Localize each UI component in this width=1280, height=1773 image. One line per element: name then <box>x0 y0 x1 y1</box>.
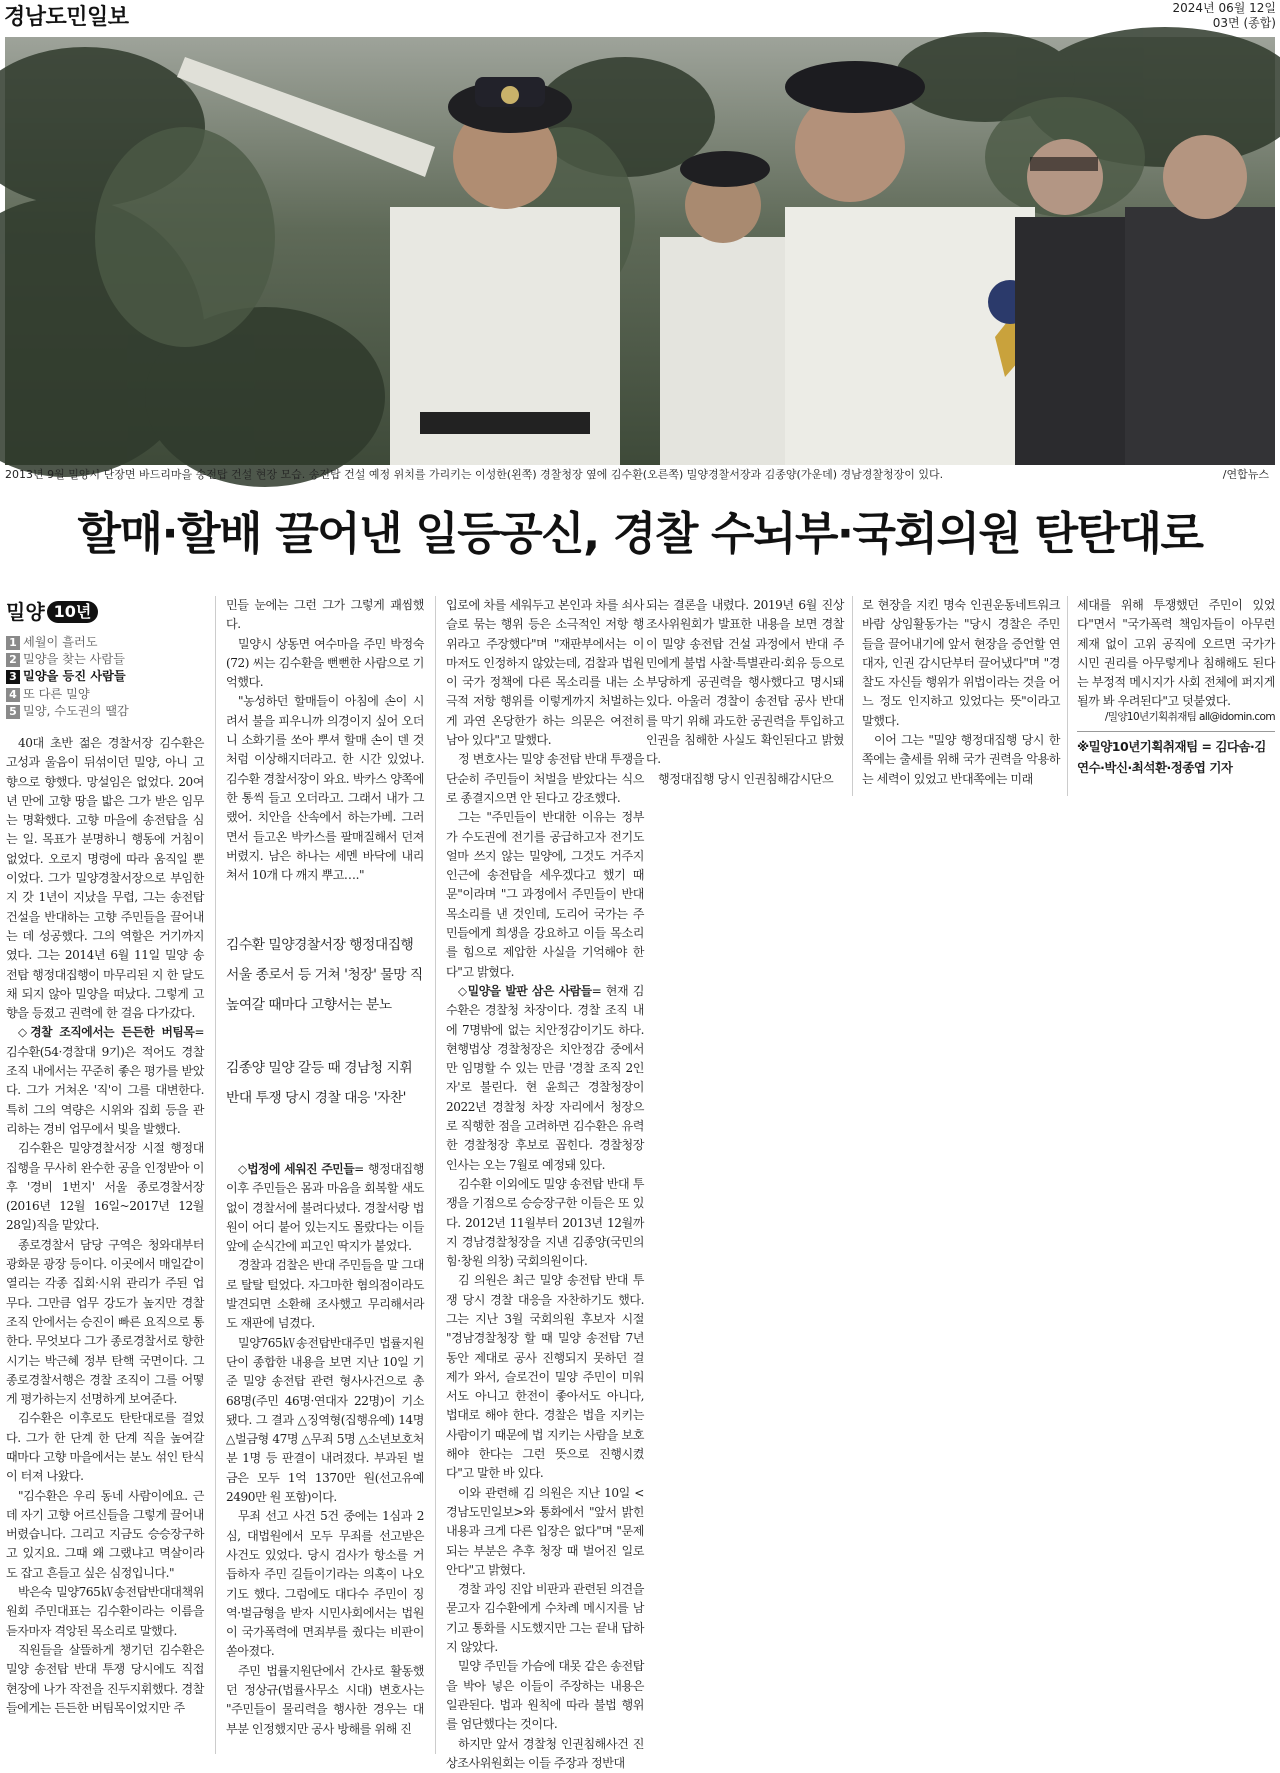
section-subhead: ◇법정에 세워진 주민들 <box>238 1162 355 1176</box>
body-paragraph: 민들 눈에는 그런 그가 그렇게 괘씸했다. <box>226 598 424 632</box>
body-paragraph: 무죄 선고 사건 5건 중에는 1심과 2심, 대법원에서 모두 무죄를 선고받은 사건도 있었다. 당시 검사가 항소를 거듭하자 주민 길들이기라는 의혹이 나오기도 했다. 그럼에도 대다수 주민이 징역·벌금형을 받자 시민사회에서는 법원이 국가폭력에 면죄부를 줬다는 비판이 쏟아졌다. <box>226 1509 424 1659</box>
series-label: 세월이 흘러도 <box>23 635 98 649</box>
body-paragraph: 세대를 위해 투쟁했던 주민이 있었다"면서 "국가폭력 책임자들이 아무런 제재 없이 고위 공직에 오르면 국가가 시민 권리를 아무렇게나 침해해도 된다는 부정적 메시지가 사회 전체에 퍼지게 될까 봐 우려된다"고 덧붙였다. <box>1077 598 1275 709</box>
series-number: 4 <box>6 688 20 702</box>
article-headline: 할매·할배 끌어낸 일등공신, 경찰 수뇌부·국회의원 탄탄대로 <box>77 507 1203 560</box>
body-paragraph: 40대 초반 젊은 경찰서장 김수환은 고성과 울음이 뒤섞이던 밀양, 아니 고향으로 향했다. 망설임은 없었다. 20여 년 만에 고향 땅을 밟은 그가 받은 임무는 명확했다. 고향 마을에 송전탑을 심는 일. 목표가 분명하니 행동에 거침이 없었다. 오로지 명령에 따라 움직일 뿐이었다. 그가 밀양경찰서장으로 부임한 지 갓 1년이 지났을 무렵, 그는 송전탑 건설을 반대하는 고향 주민들을 끌어내는 데 성공했다. 그의 역할은 거기까지였다. 그는 2014년 6월 11일 밀양 송전탑 행정대집행이 마무리된 지 한 달도 채 되지 않아 밀양을 떠났다. 그렇게 고향을 등졌고 권력에 한 걸음 다가갔다. <box>6 736 204 1021</box>
body-paragraph: "농성하던 할매들이 아침에 손이 시려서 불을 피우니까 의경이지 싶어 오더니 소화기를 쏘아 뿌셔 할매 손이 덴 것처럼 이상해지더라고. 한 시간 있었나. 김수환 경찰서장이 와요. 박카스 양쪽에 한 통씩 들고 오더라고. 그래서 내가 그랬어. 치안을 산속에서 하는가베. 그러면서 들고온 박카스를 팔매질해서 던져버렸지. 남은 하나는 세멘 바닥에 내리쳐서 10개 다 깨지 뿌고…." <box>226 694 424 883</box>
masthead <box>4 0 1276 36</box>
body-paragraph: 밀양 주민들 가슴에 대못 같은 송전탑을 박아 넣은 이들이 주장하는 내용은 일관된다. 법과 원칙에 따라 불법 행위를 엄단했다는 것이다. <box>446 1659 644 1732</box>
body-text: = 현재 김수환은 경찰청 차장이다. 경찰 조직 내에 7명밖에 없는 치안정감이기도 하다. 현행법상 경찰청장은 치안정감 중에서만 임명할 수 있는 만큼 '경찰 조직 2인자'로 불린다. 현 윤희근 경찰청장이 2022년 경찰청 차장 자리에서 청장으로 직행한 점을 고려하면 김수환은 유력한 경찰청장 후보로 꼽힌다. 경찰청장 인사는 오는 7월로 예정돼 있다. <box>446 983 644 1172</box>
body-paragraph: "김수환은 우리 동네 사람이에요. 근데 자기 고향 어르신들을 그렇게 끌어내버렸습니다. 그리고 지금도 승승장구하고 있지요. 그때 왜 그랬냐고 멱살이라도 잡고 흔들고 싶은 심정입니다." <box>6 1488 204 1580</box>
article-column-3 <box>446 596 644 1770</box>
body-paragraph: 이와 관련해 김 의원은 지난 10일 <경남도민일보>와 통화에서 "앞서 밝힌 내용과 크게 다른 입장은 없다"며 "문제 되는 부분은 추후 청장 때 벌어진 일로 안다"고 밝혔다. <box>446 1485 644 1577</box>
article-column-4 <box>646 596 844 796</box>
series-item[interactable] <box>6 634 202 651</box>
body-text: = 김수환(54·경찰대 9기)은 적어도 경찰 조직 내에서는 꾸준히 좋은 평가를 받았다. 그가 거쳐온 '직'이 그를 대변한다. 특히 그의 역량은 시위와 집회 등을 관리하는 경비 업무에서 빛을 발했다. <box>6 1025 204 1136</box>
body-paragraph: 경찰과 검찰은 반대 주민들을 말 그대로 탈탈 털었다. 자그마한 혐의점이라도 발견되면 소환해 조사했고 무리해서라도 재판에 넘겼다. <box>226 1258 424 1331</box>
body-paragraph <box>226 1160 424 1256</box>
body-paragraph: 김수환은 이후로도 탄탄대로를 걸었다. 그가 한 단계 한 단계 직을 높여갈 때마다 고향 마을에서는 분노 섞인 탄식이 터져 나왔다. <box>6 1411 204 1484</box>
article-column-5 <box>862 596 1060 796</box>
column-divider <box>852 596 853 796</box>
body-paragraph: 밀양765㎸송전탑반대주민 법률지원단이 종합한 내용을 보면 지난 10일 기준 밀양 송전탑 관련 형사사건으로 총 68명(주민 46명·연대자 22명)이 기소됐다. 그 결과 △징역형(집행유예) 14명 △벌금형 47명 △무죄 5명 △소년보호처분 1명 등 판결이 내려졌다. 부과된 벌금은 모두 1억 1370만 원(선고유예 2490만 원 포함)이다. <box>226 1335 424 1505</box>
series-label: 밀양을 찾는 사람들 <box>23 652 125 667</box>
body-paragraph <box>6 1023 204 1139</box>
body-paragraph <box>446 982 644 1175</box>
body-paragraph: 직원들을 살뜰하게 챙기던 김수환은 밀양 송전탑 반대 투쟁 당시에도 직접 현장에 나가 작전을 진두지휘했다. 경찰들에게는 든든한 버팀목이었지만 주 <box>6 1642 204 1715</box>
series-label: 또 다른 밀양 <box>23 686 90 701</box>
pull-quote-1: 김수환 밀양경찰서장 행정대집행 서울 종로서 등 거쳐 '청장' 물망 직 높여갈 때마다 고향서는 분노 <box>226 937 423 1013</box>
byline: /밀양10년기획취재팀 all@idomin.com <box>1104 711 1275 723</box>
series-title <box>6 596 202 625</box>
article-column-1 <box>6 734 204 1754</box>
body-paragraph: 경찰 과잉 진압 비판과 관련된 의견을 묻고자 김수환에게 수차례 메시지를 남기고 통화를 시도했지만 그는 끝내 답하지 않았다. <box>446 1582 644 1655</box>
column-divider <box>1067 596 1068 796</box>
body-paragraph: 종로경찰서 담당 구역은 청와대부터 광화문 광장 등이다. 이곳에서 매일같이 열리는 각종 집회·시위 관리가 주된 업무다. 그만큼 업무 강도가 높지만 경찰 조직 안에서는 승진이 빠른 요직으로 통한다. 무엇보다 그가 종로경찰서로 향한 시기는 박근혜 정부 탄핵 국면이다. 그 종로경찰서행은 경찰 조직이 그를 어떻게 평가하는지 선명하게 보여준다. <box>6 1237 204 1407</box>
article-column-2-top <box>226 596 424 896</box>
series-number: 5 <box>6 705 20 719</box>
news-photo <box>5 37 1275 465</box>
body-paragraph: 김수환 이외에도 밀양 송전탑 반대 투쟁을 기점으로 승승장구한 이들은 또 있다. 2012년 11월부터 2013년 12월까지 경남경찰청장을 지낸 김종양(국민의힘·창원 의창) 국회의원이다. <box>446 1176 644 1269</box>
photo-caption <box>5 466 1275 484</box>
series-years-badge: 10년 <box>47 601 99 623</box>
reporting-team: ※밀양10년기획취재팀 = 김다솜·김연수·박신·최석환·정종엽 기자 <box>1077 731 1275 778</box>
body-paragraph: 되는 결론을 내렸다. 2019년 6월 진상조사위원회가 발표한 내용을 보면 경찰이 밀양 송전탑 건설 과정에서 반대 주민에게 불법 사찰·특별관리·회유 등으로 부당하게 공권력을 행사했다고 명시돼 있다. 아울러 경찰이 송전탑 공사 반대를 막기 위해 과도한 공권력을 투입하고 인권을 침해한 사실도 확인된다고 밝혔다. <box>646 598 844 767</box>
series-item-current[interactable] <box>6 668 202 685</box>
series-title-text: 밀양 <box>6 600 45 624</box>
body-paragraph: 김 의원은 최근 밀양 송전탑 반대 투쟁 당시 경찰 대응을 자찬하기도 했다. 그는 지난 3월 국회의원 후보자 시절 "경남경찰청장 할 때 밀양 송전탑 7년 동안 제대로 공사 진행되지 못하던 걸 제가 와서, 슬로건이 밀양 주민이 미워서도 아니고 한전이 좋아서도 아니다, 법대로 해야 한다. 경찰은 법을 지키는 사람이기 때문에 법 지키는 사람을 보호해야 한다는 그런 뜻으로 진행시켰다"고 말한 바 있다. <box>446 1273 644 1481</box>
series-item[interactable] <box>6 686 202 703</box>
series-label: 밀양, 수도권의 땔감 <box>23 703 129 718</box>
series-number: 1 <box>6 636 20 650</box>
body-paragraph: 행정대집행 당시 인권침해감시단으 <box>658 771 834 786</box>
photo-credit: /연합뉴스 <box>1222 468 1269 481</box>
body-paragraph: 로 현장을 지킨 명숙 인권운동네트워크 바람 상임활동가는 "당시 경찰은 주민들을 끌어내기에 앞서 현장을 증언할 연대자, 인권 감시단부터 끌어냈다"며 "경찰도 자신들 행위가 위법이라는 것을 어느 정도 인지하고 있었다는 뜻"이라고 말했다. <box>862 598 1060 728</box>
body-paragraph: 정 변호사는 밀양 송전탑 반대 투쟁을 단순히 주민들이 처벌을 받았다는 식으로 종결지으면 안 된다고 강조했다. <box>446 752 644 805</box>
body-paragraph: 밀양시 상동면 여수마을 주민 박정숙(72) 씨는 김수환을 뻔뻔한 사람으로 기억했다. <box>226 636 424 690</box>
series-item[interactable] <box>6 651 202 668</box>
body-paragraph: 하지만 앞서 경찰청 인권침해사건 진상조사위원회는 이들 주장과 정반대 <box>446 1736 644 1770</box>
body-paragraph: 그는 "주민들이 반대한 이유는 정부가 수도권에 전기를 공급하고자 전기도 얼마 쓰지 않는 밀양에, 그것도 거주지 인근에 송전탑을 세우겠다고 했기 때문"이라며 "그 과정에서 주민들이 반대 목소리를 낸 것인데, 도리어 국가는 주민들에게 희생을 강요하고 이들 목소리를 힘으로 제압한 사실을 기억해야 한다"고 밝혔다. <box>446 810 644 979</box>
page-number: 03면 (종합) <box>1212 16 1276 30</box>
article-column-6 <box>1077 596 1275 711</box>
column-divider <box>435 596 436 1754</box>
body-paragraph: 박은숙 밀양765㎸송전탑반대대책위원회 주민대표는 김수환이라는 이름을 듣자마자 격앙된 목소리로 말했다. <box>6 1585 204 1638</box>
body-paragraph: 주민 법률지원단에서 간사로 활동했던 정상규(법률사무소 시대) 변호사는 "주민들이 물리력을 행사한 경우는 대부분 인정했지만 공사 방해를 위해 진 <box>226 1663 424 1736</box>
series-item[interactable] <box>6 703 202 720</box>
section-subhead: ◇경찰 조직에서는 든든한 버팀목 <box>18 1025 195 1040</box>
pull-quote-2: 김종양 밀양 갈등 때 경남청 지휘 반대 투쟁 당시 경찰 대응 '자찬' <box>226 1060 413 1106</box>
issue-date-text: 2024년 06월 12일 <box>1172 1 1276 15</box>
series-list <box>6 634 202 720</box>
article-column-2-bottom <box>226 1160 424 1754</box>
column-divider <box>215 596 216 1754</box>
police-officers-photo-illustration <box>5 37 1275 465</box>
series-number: 2 <box>6 653 20 667</box>
newspaper-logo: 경남도민일보 <box>4 4 129 30</box>
series-number: 3 <box>6 670 20 684</box>
issue-date <box>1173 1 1276 31</box>
series-box <box>6 596 202 720</box>
body-paragraph: 이어 그는 "밀양 행정대집행 당시 한쪽에는 출세를 위해 국가 권력을 악용하는 세력이 있었고 반대쪽에는 미래 <box>862 733 1060 786</box>
body-paragraph: 입로에 차를 세워두고 본인과 차를 쇠사슬로 묶는 행위 등은 소극적인 저항 행위라고 주장했다"며 "재판부에서는 이마저도 인정하지 않았는데, 검찰과 법원이 국가 정책에 다른 목소리를 내는 소극적 저항 행위를 이렇게까지 처벌하는 게 과연 온당한가 하는 의문은 여전히 남아 있다"고 말했다. <box>446 598 644 748</box>
series-label: 밀양을 등진 사람들 <box>23 669 126 684</box>
section-subhead: ◇밀양을 발판 삼은 사람들 <box>458 983 592 998</box>
body-paragraph: 김수환은 밀양경찰서장 시절 행정대집행을 무사히 완수한 공을 인정받아 이후 '경비 1번지' 서울 종로경찰서장(2016년 12월 16일~2017년 12월 28일)직을 맡았다. <box>6 1141 204 1233</box>
caption-text: 2013년 9월 밀양시 단장면 바드리마을 송전탑 건설 현장 모습. 송전탑 건설 예정 위치를 가리키는 이성한(왼쪽) 경찰청장 옆에 김수환(오른쪽) 밀양경찰서장과 김종양(가운데) 경남경찰청장이 있다. <box>5 468 944 481</box>
body-text: = 행정대집행 이후 주민들은 몸과 마음을 회복할 새도 없이 경찰서에 불려다녔다. 경찰서랑 법원이 어디 붙어 있는지도 몰랐다는 이들 앞에 순식간에 피고인 딱지가 붙었다. <box>226 1162 424 1254</box>
